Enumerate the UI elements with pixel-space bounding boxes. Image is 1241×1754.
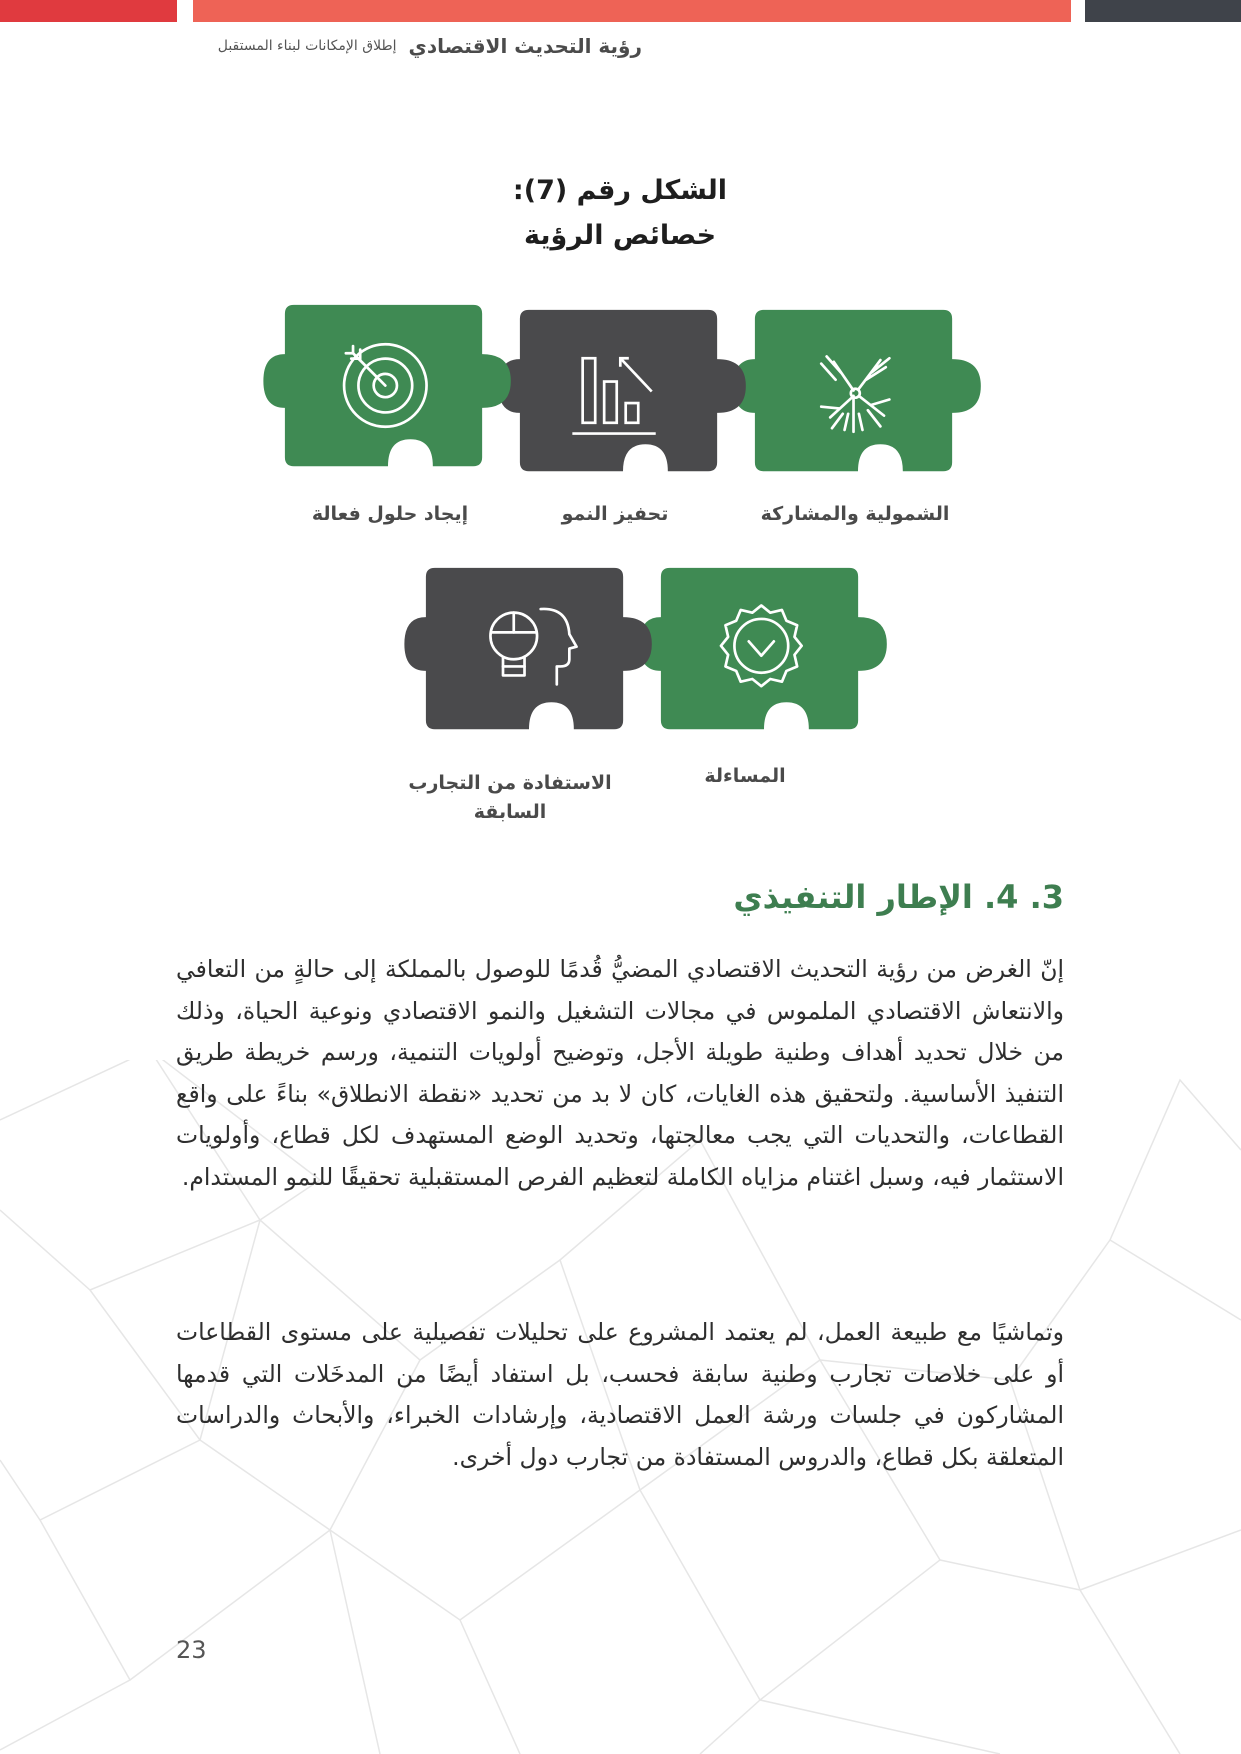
header-subtitle: إطلاق الإمكانات لبناء المستقبل	[217, 38, 397, 54]
puzzle-piece-solutions	[258, 285, 518, 495]
label-inclusion: الشمولية والمشاركة	[760, 503, 950, 525]
figure-title: خصائص الرؤية	[523, 220, 717, 251]
section-heading: 3. 4. الإطار التنفيذي	[733, 878, 1064, 916]
label-solutions: إيجاد حلول فعالة	[311, 503, 469, 525]
paragraph-1: إنّ الغرض من رؤية التحديث الاقتصادي المضيُّ قُدمًا للوصول بالمملكة إلى حالةٍ من التعافي والانتعاش الاقتصادي الملموس في مجالات التشغيل والنمو الاقتصادي ونوعية الحياة، وذلك من خلال تحديد أهداف وطنية طويلة الأجل، وتوضيح أولويات التنمية، ورسم خريطة طريق التنفيذ الأساسية. ولتحقيق هذه الغايات، كان لا بد من تحديد «نقطة الانطلاق» بناءً على واقع القطاعات، والتحديات التي يجب معالجتها، وتحديد الوضع المستهدف لكل قطاع، وأولويات الاستثمار فيه، وسبل اغتنام مزاياه الكاملة لتعظيم الفرص المستقبلية تحقيقًا للنمو المستدام.	[176, 955, 1064, 1191]
label-growth: تحفيز النمو	[561, 503, 669, 525]
page-number: 23	[176, 1636, 207, 1664]
header-title: رؤية التحديث الاقتصادي	[408, 34, 642, 58]
header-bar-coral	[193, 0, 1071, 22]
header-bar-red	[0, 0, 177, 22]
figure-caption	[420, 168, 820, 258]
puzzle-piece-inclusion	[728, 290, 988, 500]
puzzle-piece-accountability	[634, 548, 894, 758]
puzzle-piece-experience	[399, 548, 659, 758]
puzzle-piece-growth	[493, 290, 753, 500]
label-experience-line2: السابقة	[473, 801, 547, 823]
label-experience	[380, 769, 640, 827]
header-bar-dark	[1085, 0, 1241, 22]
paragraph-2: وتماشيًا مع طبيعة العمل، لم يعتمد المشروع على تحليلات تفصيلية على مستوى القطاعات أو على خلاصات تجارب وطنية سابقة فحسب، بل استفاد أيضًا من المدخَلات التي قدمها المشاركون في جلسات ورشة العمل الاقتصادية، وإرشادات الخبراء، والأبحاث والدراسات المتعلقة بكل قطاع، والدروس المستفادة من تجارب دول أخرى.	[176, 1318, 1064, 1471]
label-accountability: المساءلة	[704, 765, 786, 787]
figure-number: الشكل رقم (7):	[512, 175, 728, 206]
running-header	[150, 30, 642, 62]
label-experience-line1: الاستفادة من التجارب	[408, 772, 612, 794]
